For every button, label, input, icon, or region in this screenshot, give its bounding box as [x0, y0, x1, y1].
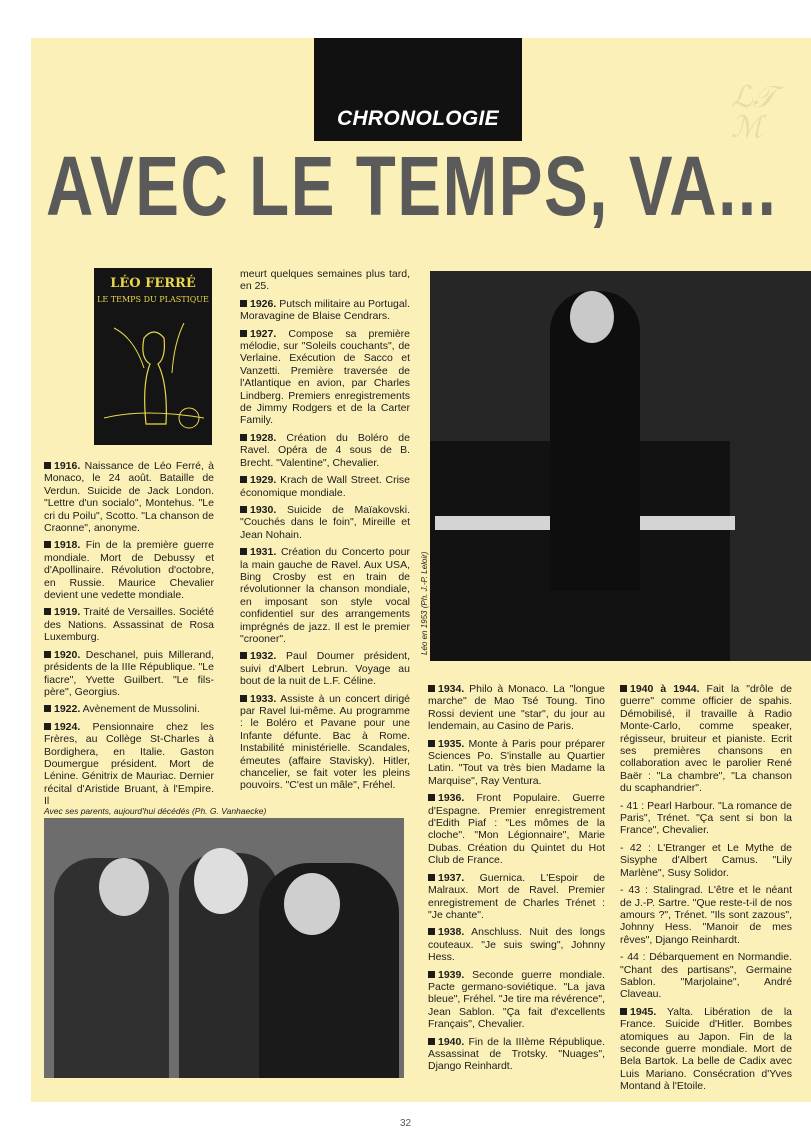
piano-photo: [430, 271, 811, 661]
bullet-square-icon: [44, 462, 51, 469]
page-number: 32: [399, 1118, 412, 1129]
timeline-entry: 1924. Pensionnaire chez les Frères, au Collège St-Charles à Bordighera, en Italie. Gaston Doumergue président. Mort de Lénine. Génitrix de Mauriac. Dernier récital d'Aristide Bruant, à l'Empire. Il: [44, 720, 214, 808]
timeline-entry: 1928. Création du Boléro de Ravel. Opéra de 4 sous de B. Brecht. "Valentine", Chevalier.: [240, 431, 410, 469]
bullet-square-icon: [620, 685, 627, 692]
bullet-square-icon: [428, 740, 435, 747]
bullet-square-icon: [44, 723, 51, 730]
timeline-column-2: [240, 268, 410, 797]
timeline-column-1: [44, 460, 214, 813]
timeline-entry: 1932. Paul Doumer président, suivi d'Albert Lebrun. Voyage au bout de la nuit de L.F. Céline.: [240, 650, 410, 688]
timeline-entry: 1940. Fin de la IIIème République. Assassinat de Trotsky. "Nuages", Django Reinhardt.: [428, 1035, 605, 1073]
bullet-square-icon: [240, 476, 247, 483]
bullet-square-icon: [428, 685, 435, 692]
bullet-square-icon: [240, 695, 247, 702]
bullet-square-icon: [428, 874, 435, 881]
timeline-entry: - 44 : Débarquement en Normandie. "Chant des partisans", Germaine Sablon. "Marjolaine", André Claveau.: [620, 951, 792, 1001]
timeline-entry: 1926. Putsch militaire au Portugal. Moravagine de Blaise Cendrars.: [240, 297, 410, 323]
bullet-square-icon: [240, 506, 247, 513]
bullet-square-icon: [240, 330, 247, 337]
timeline-entry: 1927. Compose sa première mélodie, sur "Soleils couchants", de Verlaine. Exécution de Sacco et Vanzetti. Première traversée de l'Atlantique en avion, par Charles Lindberg. Premiers enregistrements de Jimmy Rodgers et de la Carter Family.: [240, 327, 410, 427]
bullet-square-icon: [428, 794, 435, 801]
bullet-square-icon: [240, 300, 247, 307]
timeline-entry: 1940 à 1944. Fait la "drôle de guerre" comme officier de spahis. Démobilisé, il travaille à Radio Monte-Carlo, comme speaker, régisseur, bruiteur et pianiste. Ecrit ses premières chansons en collaboration avec le parolier René Baër : "La chambre", "La chanson du scaphandrier".: [620, 683, 793, 795]
bullet-square-icon: [240, 434, 247, 441]
figure-face: [570, 291, 614, 343]
timeline-entry: 1916. Naissance de Léo Ferré, à Monaco, le 24 août. Bataille de Verdun. Suicide de Jack London. "Lettre d'un socialo", Montehus. "Le cri du Poilu", Scotto. "La chanson de Craonne", anonyme.: [44, 460, 214, 535]
timeline-entry: 1935. Monte à Paris pour préparer Sciences Po. S'installe au Quartier Latin. "Tout va très bien Madame la Marquise", Ray Ventura.: [428, 737, 605, 787]
timeline-entry: 1934. Philo à Monaco. La "longue marche" de Mao Tsé Toung. Tino Rossi devient une "star", du jour au lendemain, au Casino de Paris.: [428, 683, 605, 733]
section-label: CHRONOLOGIE: [337, 107, 499, 130]
timeline-entry: - 41 : Pearl Harbour. "La romance de Paris", Trénet. "Ça sent si bon la France", Chevalier.: [620, 799, 792, 837]
timeline-column-3: [428, 683, 605, 1078]
bullet-square-icon: [428, 928, 435, 935]
timeline-entry: 1919. Traité de Versailles. Société des Nations. Assassinat de Rosa Luxemburg.: [44, 606, 214, 644]
timeline-entry: 1938. Anschluss. Nuit des longs couteaux. "Je suis swing", Johnny Hess.: [428, 926, 605, 964]
figure-face: [99, 858, 149, 916]
bullet-square-icon: [620, 1008, 627, 1015]
family-photo: [44, 818, 404, 1078]
timeline-entry: 1939. Seconde guerre mondiale. Pacte germano-soviétique. "La java bleue", Fréhel. "Je tire ma révérence", Jean Sablon. "Ça fait d'excellents Français", Chevalier.: [428, 968, 605, 1031]
timeline-entry: 1920. Deschanel, puis Millerand, présidents de la IIIe République. "Le fiacre", Yvette Guilbert. "Le fils-père", Georgius.: [44, 648, 214, 698]
figure-face: [194, 848, 248, 914]
timeline-entry: 1918. Fin de la première guerre mondiale. Mort de Debussy et d'Apollinaire. Révolution d'octobre, en Russie. Maurice Chevalier devient une vedette mondiale.: [44, 539, 214, 602]
timeline-entry: meurt quelques semaines plus tard, en 25.: [240, 268, 410, 293]
timeline-entry: 1931. Création du Concerto pour la main gauche de Ravel. Aux USA, Bing Crosby est en train de révolutionner la chanson mondiale, en imposant son style vocal confidentiel sur des arrangements imprégnés de jazz. Il est le premier "crooner".: [240, 546, 410, 645]
bullet-square-icon: [44, 541, 51, 548]
timeline-entry: 1929. Krach de Wall Street. Crise économique mondiale.: [240, 474, 410, 499]
timeline-column-4: [620, 683, 792, 1098]
cover-artist: LÉO FERRÉ: [110, 276, 196, 291]
timeline-entry: 1945. Yalta. Libération de la France. Suicide d'Hitler. Bombes atomiques au Japon. Fin de la seconde guerre mondiale. Mort de Bela Bartok. La belle de Cadix avec Luis Mariano. Consécration d'Yves Montand à l'Etoile.: [620, 1005, 792, 1093]
timeline-entry: 1922. Avènement de Mussolini.: [44, 703, 214, 715]
bullet-square-icon: [44, 651, 51, 658]
photo1-caption: Léo en 1953 (Ph. J.-P. Leloir): [420, 551, 429, 655]
bullet-square-icon: [428, 1038, 435, 1045]
timeline-entry: 1937. Guernica. L'Espoir de Malraux. Mort de Ravel. Premier enregistrement de Charles Trénet : "Je chante".: [428, 871, 605, 921]
photo2-caption: Avec ses parents, aujourd'hui décédés (Ph. G. Vanhaecke): [44, 806, 267, 816]
timeline-entry: 1936. Front Populaire. Guerre d'Espagne. Premier enregistrement d'Edith Piaf : "Les mômes de la cloche". "Mon Légionnaire", Marie Dubas. Création du Quintet du Hot Club de France.: [428, 792, 605, 867]
bullet-square-icon: [240, 652, 247, 659]
page-title: AVEC LE TEMPS, VA...: [46, 139, 778, 233]
album-cover-image: [94, 268, 212, 445]
cover-album-title: LE TEMPS DU PLASTIQUE: [97, 295, 209, 304]
section-banner: [314, 38, 522, 141]
timeline-entry: - 42 : L'Etranger et Le Mythe de Sisyphe d'Albert Camus. "Lily Marlène", Susy Solidor.: [620, 841, 792, 879]
bullet-square-icon: [44, 705, 51, 712]
bullet-square-icon: [44, 608, 51, 615]
timeline-entry: - 43 : Stalingrad. L'être et le néant de J.-P. Sartre. "Que reste-t-il de nos amours ?", Trénet. "Ils sont zazous", Johnny Hess. "Manoir de mes rêves", Django Reinhardt.: [620, 884, 792, 946]
timeline-entry: 1933. Assiste à un concert dirigé par Ravel lui-même. Au programme : le Boléro et Pavane pour une Infante défunte. Bac à Rome. Instabilité ministérielle. Scandales, émeutes (affaire Stavisky). Hitler, chancelier, se fait voter les pleins pouvoirs. "C'est un mâle", Fréhel.: [240, 692, 410, 792]
cover-illustration: [94, 268, 212, 445]
figure-face: [284, 873, 340, 935]
bullet-square-icon: [428, 971, 435, 978]
decorative-corner-text: ℒ𝒯 ℳ: [731, 83, 776, 145]
bullet-square-icon: [240, 548, 247, 555]
timeline-entry: 1930. Suicide de Maïakovski. "Couchés dans le foin", Mireille et Jean Nohain.: [240, 503, 410, 541]
